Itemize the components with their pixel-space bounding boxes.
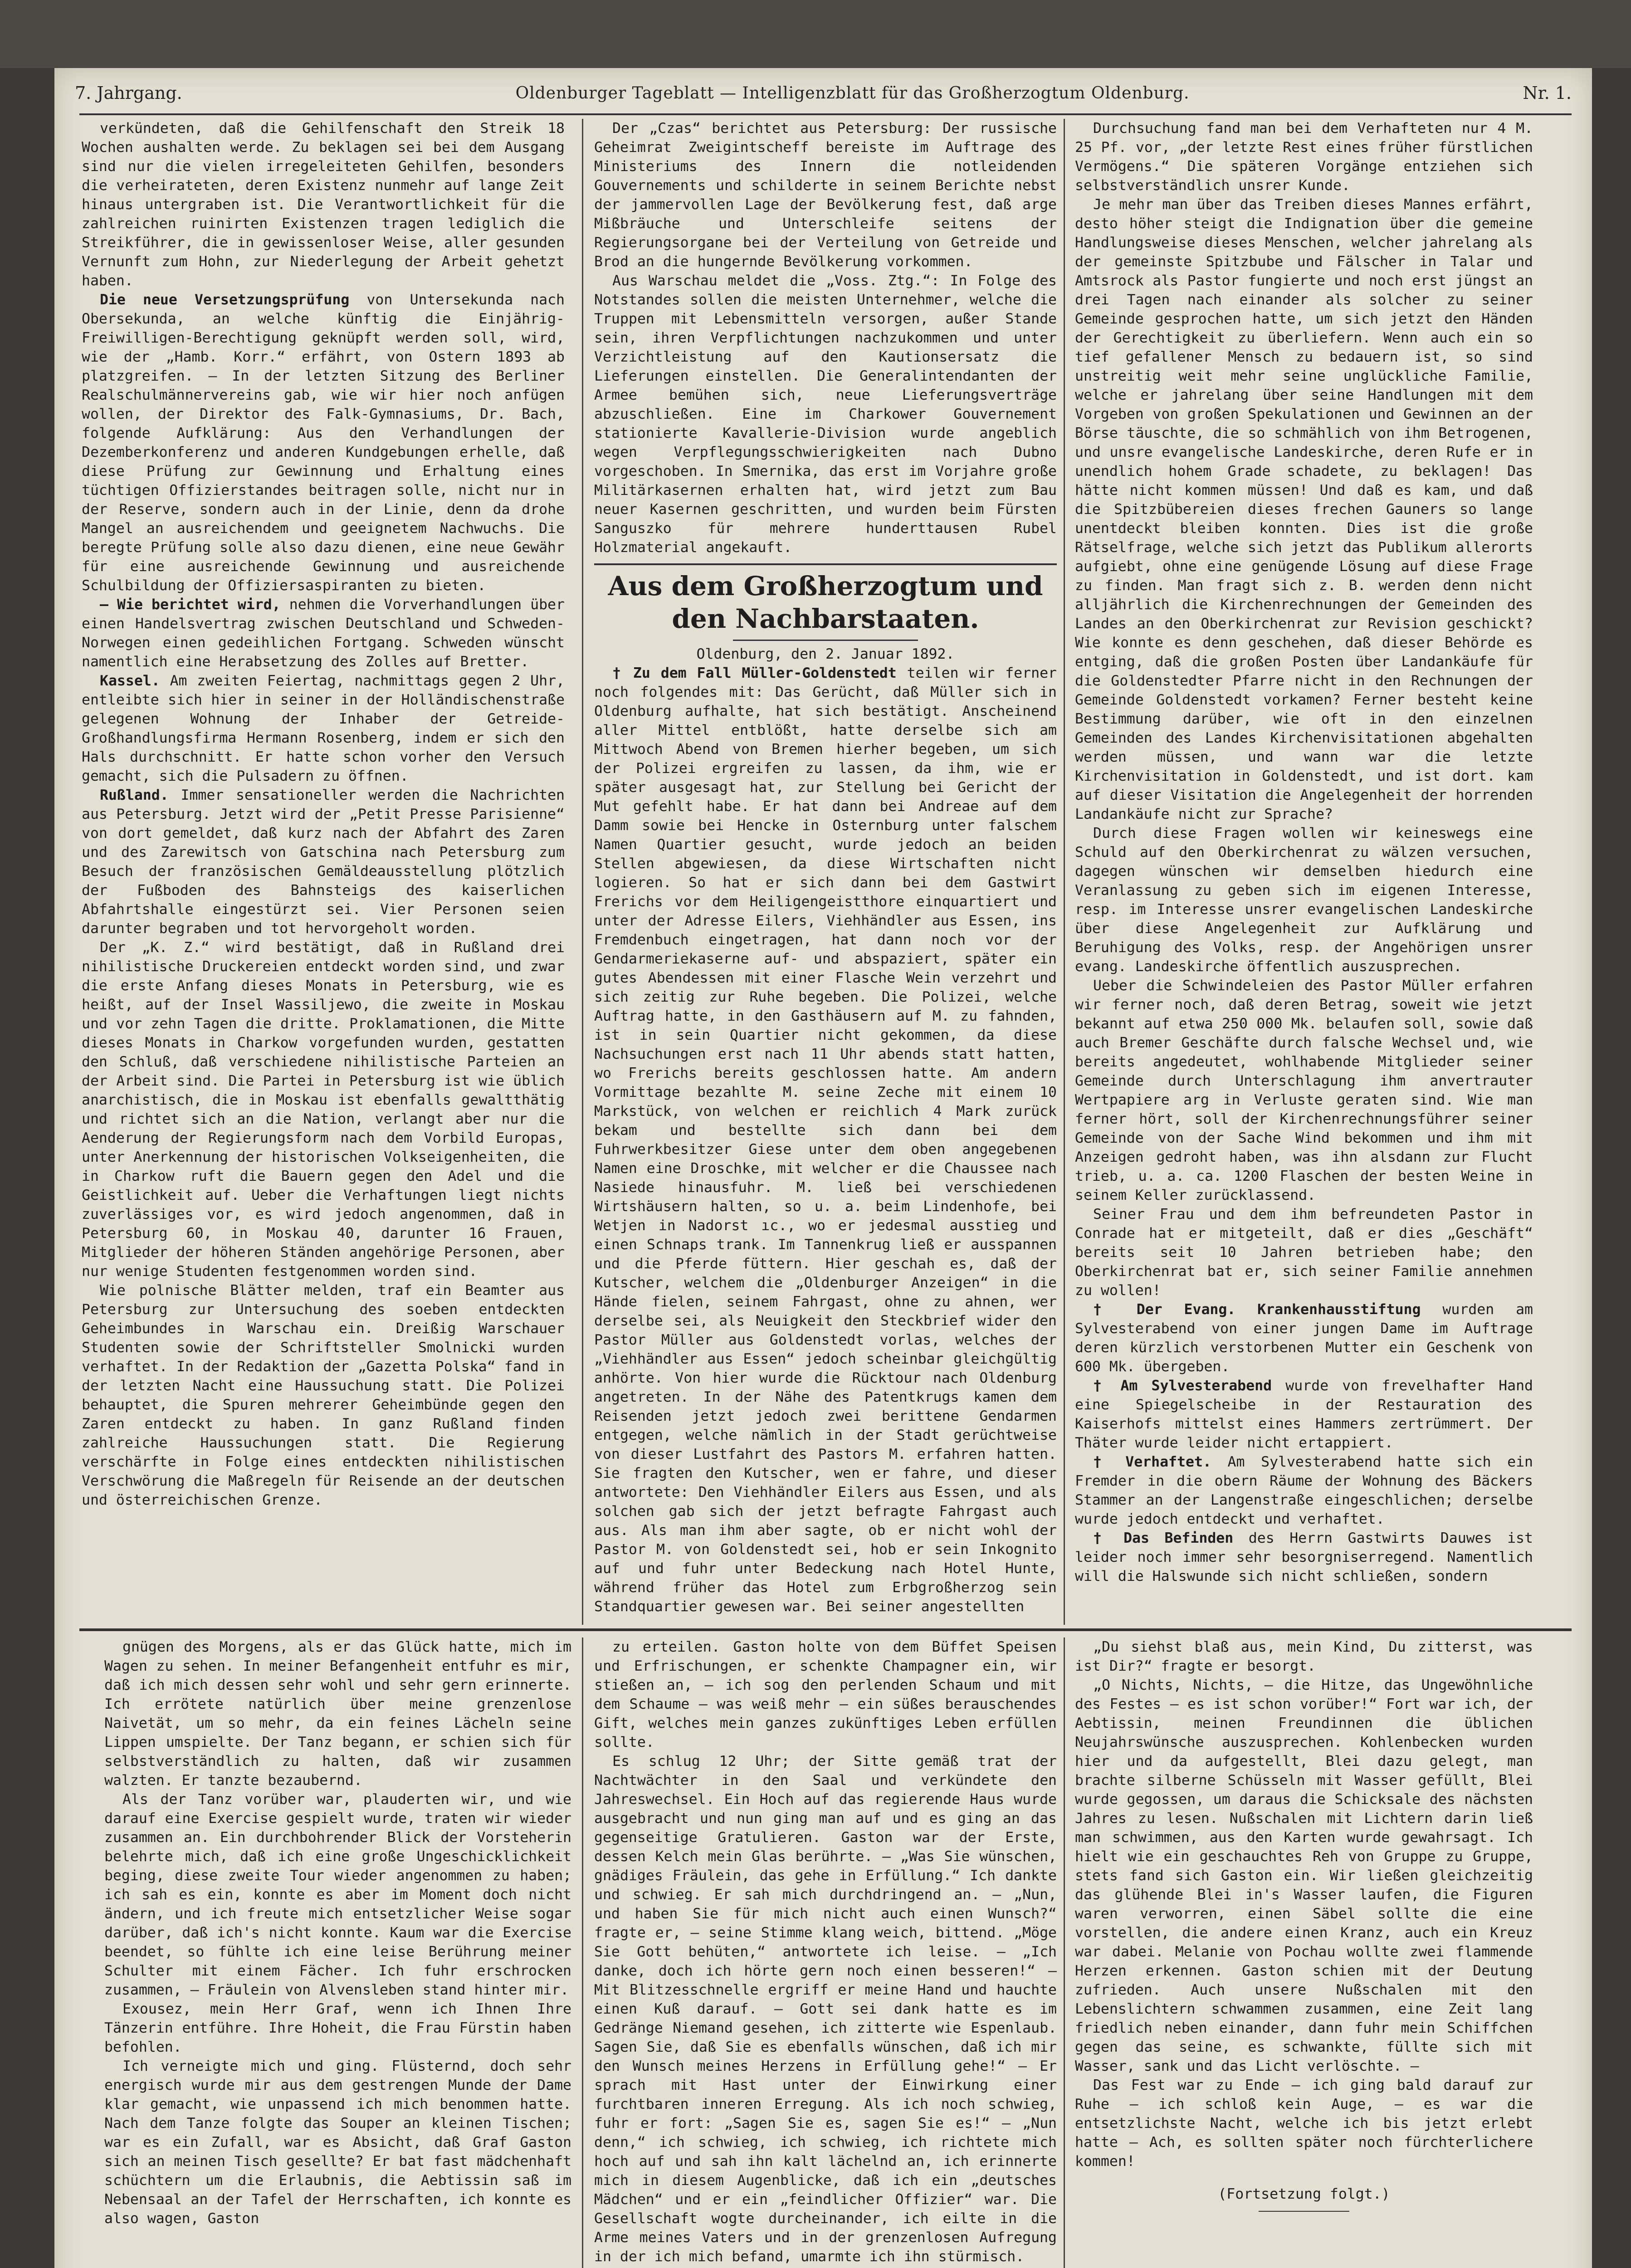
article-paragraph	[82, 290, 565, 595]
article-headline: Die neue Versetzungsprüfung	[100, 292, 350, 308]
article-text: Immer sensationeller werden die Nachrichten aus Petersburg. Jetzt wird der „Petit Presse Parisienne“ von dort gemeldet, daß kurz nach der Abfahrt des Zaren und des Zarewitsch von Gatschina nach Petersburg zum Besuch der französischen Gemäldeausstellung plötzlich der Fußboden des Bahnsteigs des kaiserlichen Abfahrtshalle eingestürzt sei. Vier Personen seien darunter begraben und tot hervorgeholt worden.	[82, 787, 565, 937]
feuilleton-paragraph: Exousez, mein Herr Graf, wenn ich Ihnen Ihre Tänzerin entführe. Ihre Hoheit, die Frau Fürstin haben befohlen.	[104, 2001, 571, 2055]
article-headline: † Der Evang. Krankenhausstiftung	[1093, 1301, 1421, 1318]
article-paragraph	[1075, 119, 1533, 195]
article-paragraph	[1075, 1452, 1533, 1529]
article-paragraph	[594, 271, 1057, 557]
page-header	[75, 79, 1572, 107]
feuilleton-paragraph: „O Nichts, Nichts, — die Hitze, das Ungewöhnliche des Festes — es ist schon vorüber!“ Fort war ich, der Aebtissin, meinen Freundinnen die üblichen Neujahrswünsche auszusprechen. Kohlenbecken wurden hier und da aufgestellt, Blei dazu gelegt, man brachte silberne Schüsseln mit Wasser gefüllt, Blei wurde gegossen, um daraus die Schicksale des nächsten Jahres zu lesen. Nußschalen mit Lichtern darin ließ man schwimmen, aus den Karten wurde gewahrsagt. Ich hielt wie ein geschauchtes Reh von Gruppe zu Gruppe, stets fand sich Gaston ein. Wir ließen gleichzeitig das glühende Blei in's Wasser laufen, die Figuren waren verworren, einen Säbel sollte die eine vorstellen, die andere einen Kranz, auch ein Kreuz war dabei. Melanie von Pochau wollte zwei flammende Herzen erkennen. Gaston schien mit der Deutung zufrieden. Auch unsere Nußschalen mit den Lebenslichtern schwammen zusammen, eine Zeit lang friedlich neben einander, dann fuhr mein Schiffchen gegen das seine, es schwankte, füllte sich mit Wasser, sank und das Licht verlöschte. —	[1075, 1677, 1533, 2074]
end-rule	[1259, 2211, 1349, 2212]
article-headline: Kassel.	[100, 673, 160, 689]
section-rule-top	[594, 563, 1057, 565]
column-divider-2	[1064, 119, 1065, 1625]
article-paragraph	[1075, 1376, 1533, 1452]
article-headline: † Am Sylvesterabend	[1093, 1378, 1272, 1394]
feuilleton-paragraph: Es schlug 12 Uhr; der Sitte gemäß trat der Nachtwächter in den Saal und verkündete den Jahreswechsel. Ein Hoch auf das regierende Haus wurde ausgebracht und nun ging man auf und es ging an das gegenseitige Gratulieren. Gaston war der Erste, dessen Kelch mein Glas berührte. — „Was Sie wünschen, gnädiges Fräulein, das gehe in Erfüllung.“ Ich dankte und schwieg. Er sah mich durchdringend an. — „Nun, und haben Sie für mich nicht auch einen Wunsch?“ fragte er, — seine Stimme klang weich, bittend. „Möge Sie Gott behüten,“ antwortete ich leise. — „Ich danke, doch ich hörte gern noch einen besseren!“ — Mit Blitzesschnelle ergriff er meine Hand und hauchte einen Kuß darauf. — Gott sei dank hatte es im Gedränge Niemand gesehen, ich zitterte wie Espenlaub. Sagen Sie, daß Sie es ebenfalls wünschen, daß ich mir den Wunsch meines Herzens in Erfüllung gehe!“ — Er sprach mit Hast unter der Einwirkung einer furchtbaren inneren Erregung. Als ich noch schwieg, fuhr er fort: „Sagen Sie es, sagen Sie es!“ — „Nun denn,“ ich schwieg, ich schwieg, ich richtete mich hoch auf und sah ihn kalt lächelnd an, ich erinnerte mich in diesem Augenblicke, daß ich ein „deutsches Mädchen“ und er ein „feindlicher Offizier“ war. Die Gesellschaft wogte durcheinander, ich eilte in die Arme meines Vaters und in der grenzenlosen Aufregung in der ich mich befand, umarmte ich ihn stürmisch.	[594, 1753, 1057, 2265]
article-paragraph	[594, 119, 1057, 271]
feuilleton-column-3	[1075, 1637, 1533, 2268]
article-text: verkündeten, daß die Gehilfenschaft den Streik 18 Wochen aushalten werde. Zu beklagen sei bei dem Ausgang sind nur die vielen irregeleiteten Gehilfen, besonders die verheirateten, deren Existenz nunmehr auf lange Zeit hinaus untergraben ist. Die Verantwortlichkeit für die zahlreichen ruinirten Existenzen tragen lediglich die Streikführer, die in gewissenloser Weise, aller gesunden Vernunft zum Hohn, zur Niederlegung der Arbeit gehetzt haben.	[82, 120, 565, 289]
article-text: Seiner Frau und dem ihm befreundeten Pastor in Conrade hat er mitgeteilt, daß er dies „Geschäft“ bereits seit 10 Jahren betrieben habe; den Oberkirchenrat bat er, sich seiner Familie annehmen zu wollen!	[1075, 1206, 1533, 1299]
section-title: Aus dem Großherzogtum und den Nachbarstaaten.	[608, 571, 1043, 634]
article-text: nehmen die Vorverhandlungen über einen Handelsvertrag zwischen Deutschland und Schweden-Norwegen einen gedeihlichen Fortgang. Schweden wünscht namentlich eine Herabsetzung des Zolles auf Bretter.	[82, 596, 565, 670]
article-paragraph	[1075, 824, 1533, 976]
continued-note: (Fortsetzung folgt.)	[1218, 2186, 1390, 2202]
article-paragraph	[1075, 1529, 1533, 1586]
article-text: Wie polnische Blätter melden, traf ein Beamter aus Petersburg zur Untersuchung des soeben entdeckten Geheimbundes in Warschau ein. Dreißig Warschauer Studenten sowie der Schriftsteller Smolnicki wurden verhaftet. In der Redaktion der „Gazetta Polska“ fand in der letzten Nacht eine Haussuchung statt. Die Polizei behauptet, die Spuren mehrerer Geheimbünde gegen den Zaren entdeckt zu haben. In ganz Rußland finden zahlreiche Haussuchungen statt. Die Regierung verschärfte in Folge eines entdeckten nihilistischen Verschwörung die Maßregeln für Reisende an der deutschen und österreichischen Grenze.	[82, 1282, 565, 1508]
section-rule-bottom	[733, 640, 918, 641]
column-3	[1075, 119, 1533, 1625]
issue-number: Nr. 1.	[1523, 83, 1572, 103]
feuilleton-rule	[79, 1628, 1572, 1631]
column-divider-1	[582, 119, 583, 1625]
article-headline: † Das Befinden	[1093, 1530, 1234, 1546]
article-text: Durchsuchung fand man bei dem Verhafteten nur 4 M. 25 Pf. vor, „der letzte Rest eines früher fürstlichen Vermögens.“ Die späteren Vorgänge entziehen sich selbstverständlich unsrer Kunde.	[1075, 120, 1533, 194]
article-headline: † Verhaftet.	[1093, 1454, 1211, 1470]
article-text: Ueber die Schwindeleien des Pastor Müller erfahren wir ferner noch, daß deren Betrag, soweit wie jetzt bekannt auf etwa 250 000 Mk. belaufen soll, sowie daß auch Bremer Geschäfte durch falsche Wechsel und, wie bereits angedeutet, wohlhabende Mitglieder seiner Gemeinde durch Unterschlagung ihm anvertrauter Wertpapiere arg in Verluste geraten sind. Wie man ferner hört, soll der Kirchenrechnungsführer seiner Gemeinde von der Sache Wind bekommen und ihm mit Anzeigen gedroht haben, was ihn alsdann zur Flucht trieb, u. a. ca. 1200 Flaschen der besten Weine in seinem Keller zurücklassend.	[1075, 978, 1533, 1203]
article-paragraph	[1075, 1205, 1533, 1300]
article-text: Aus Warschau meldet die „Voss. Ztg.“: In Folge des Notstandes sollen die meisten Unternehmer, welche die Truppen mit Lebensmitteln versorgen, außer Stande sein, ihren Verpflichtungen nachzukommen und unter Verzichtleistung auf den Kautionsersatz die Lieferungen einstellen. Die Generalintendanten der Armee bemühen sich, neue Lieferungsverträge abzuschließen. Eine im Charkower Gouvernement stationierte Kavallerie-Division wurde angeblich wegen Verpflegungsschwierigkeiten nach Dubno vorgeschoben. In Smernika, das erst im Vorjahre große Militärkasernen erhalten hat, wird jetzt zum Bau neuer Kasernen geschritten, und wurden beim Fürsten Sanguszko für mehrere hunderttausen Rubel Holzmaterial angekauft.	[594, 273, 1057, 556]
article-text: Der „Czas“ berichtet aus Petersburg: Der russische Geheimrat Zweigintscheff bereiste im Auftrage des Ministeriums des Innern die notleidenden Gouvernements und schilderte in seinem Berichte nebst der jammervollen Lage der Bevölkerung fest, daß arge Mißbräuche und Unterschleife seitens der Regierungsorgane bei der Verteilung von Getreide und Brod an die hungernde Bevölkerung vorkommen.	[594, 120, 1057, 270]
article-text: wurde von frevelhafter Hand eine Spiegelscheibe in der Restauration des Kaiserhofs mittelst eines Hammers zertrümmert. Der Thäter wurde leider nicht ertappiert.	[1075, 1378, 1533, 1451]
article-paragraph	[82, 671, 565, 786]
feuilleton-paragraph: gnügen des Morgens, als er das Glück hatte, mich im Wagen zu sehen. In meiner Befangenheit entfuhr es mir, daß ich mich dessen sehr wohl und sehr gern erinnerte. Ich errötete natürlich über meine grenzenlose Naivetät, um so mehr, da ein feines Lächeln seine Lippen umspielte. Der Tanz begann, er schien sich für selbstverständlich zu halten, daß wir zusammen walzten. Er tanzte bezaubernd.	[104, 1639, 571, 1789]
article-text: Am zweiten Feiertag, nachmittags gegen 2 Uhr, entleibte sich hier in seiner in der Holländischenstraße gelegenen Wohnung der Inhaber der Getreide-Großhandlungsfirma Hermann Rosenberg, indem er sich den Hals durchschnitt. Er hatte schon vorher den Versuch gemacht, sich die Pulsadern zu öffnen.	[82, 673, 565, 784]
feuilleton-paragraph: zu erteilen. Gaston holte von dem Büffet Speisen und Erfrischungen, er schenkte Champagner ein, wir stießen an, — ich sog den perlenden Schaum und mit dem Schaume — was weiß mehr — ein süßes berauschendes Gift, welches mein ganzes zukünftiges Leben erfüllen sollte.	[594, 1639, 1057, 1750]
article-paragraph	[594, 664, 1057, 1616]
article-text: Durch diese Fragen wollen wir keineswegs eine Schuld auf den Oberkirchenrat zu wälzen versuchen, dagegen wünschen wir demselben hiedurch eine Veranlassung zu geben sich im eigenen Interesse, resp. im Interesse unsrer evangelischen Landeskirche über diese Angelegenheit zur Aufklärung und Beruhigung des Volks, resp. der Angehörigen unsrer evang. Landeskirche öffentlich auszusprechen.	[1075, 825, 1533, 975]
article-text: von Untersekunda nach Obersekunda, an welche künftig die Einjährig-Freiwilligen-Berechtigung geknüpft werden soll, wird, wie der „Hamb. Korr.“ erfährt, von Ostern 1893 ab platzgreifen. — In der letzten Sitzung des Berliner Realschulmännervereins gab, wie wir hier noch anfügen wollen, der Direktor des Falk-Gymnasiums, Dr. Bach, folgende Aufklärung: Aus den Verhandlungen der Dezemberkonferenz und anderen Kundgebungen erhelle, daß diese Prüfung zur Gewinnung und Erhaltung eines tüchtigen Offizierstandes beitragen solle, nicht nur in der Reserve, sondern auch in der Linie, denn da drohe Mangel an ausreichendem und geeignetem Nachwuchs. Die beregte Prüfung solle also dazu dienen, eine neue Gewähr für eine ausreichende Gewinnung und ausreichende Schulbildung der Offiziersaspiranten zu bieten.	[82, 292, 565, 594]
dateline: Oldenburg, den 2. Januar 1892.	[696, 646, 955, 662]
article-text: Der „K. Z.“ wird bestätigt, daß in Rußland drei nihilistische Druckereien entdeckt worden sind, und zwar die erste Anfang dieses Monats in Petersburg, wie es heißt, auf der Insel Wassiljewo, die zweite in Moskau und vor zehn Tagen die dritte. Proklamationen, die Mitte dieses Monats in Charkow vorgefunden wurden, gestatten den Schluß, daß verschiedene nihilistische Parteien an der Arbeit sind. Die Partei in Petersburg ist wie üblich anarchistisch, die in Moskau ist ebenfalls gewaltthätig und richtet sich an die Nation, verlangt aber nur die Aenderung der Regierungsform nach dem Vorbild Europas, unter Anerkennung der historischen Volkseigenheiten, die in Charkow ruft die Bauern gegen den Adel und die Geistlichkeit auf. Ueber die Verhaftungen liegt nichts zuverlässiges vor, es wird jedoch angenommen, daß in Petersburg 60, in Moskau 40, darunter 16 Frauen, Mitglieder der höheren Ständen angehörige Personen, aber nur wenige Studenten festgenommen worden sind.	[82, 939, 565, 1280]
column-1	[82, 119, 565, 1625]
header-rule	[79, 113, 1572, 115]
feuilleton-paragraph: Das Fest war zu Ende — ich ging bald darauf zur Ruhe — ich schloß kein Auge, — es war die entsetzlichste Nacht, welche ich bis jetzt erlebt hatte — Ach, es sollten später noch fürchterlichere kommen!	[1075, 2077, 1533, 2170]
column-2	[594, 119, 1057, 1625]
article-headline: — Wie berichtet wird,	[100, 596, 281, 613]
article-text: des Herrn Gastwirts Dauwes ist leider noch immer sehr besorgniserregend. Namentlich will die Halswunde sich nicht schließen, sondern	[1075, 1530, 1533, 1584]
feuilleton-paragraph: „Du siehst blaß aus, mein Kind, Du zitterst, was ist Dir?“ fragte er besorgt.	[1075, 1639, 1533, 1674]
volume-label: 7. Jahrgang.	[75, 83, 182, 103]
article-paragraph	[1075, 195, 1533, 824]
feuilleton-divider-1	[582, 1637, 583, 2268]
article-paragraph	[82, 1281, 565, 1510]
article-paragraph	[82, 119, 565, 290]
scan-border-top	[0, 0, 1631, 68]
masthead-title: Oldenburger Tageblatt — Intelligenzblatt für das Großherzogtum Oldenburg.	[515, 83, 1190, 103]
article-paragraph	[82, 938, 565, 1281]
article-headline: Rußland.	[100, 787, 169, 803]
feuilleton-paragraph: Ich verneigte mich und ging. Flüsternd, doch sehr energisch wurde mir aus dem gestrengen Munde der Dame klar gemacht, wie unpassend ich mich benommen hatte. Nach dem Tanze folgte das Souper an kleinen Tischen; war es ein Zufall, war es Absicht, daß Graf Gaston sich an meinen Tisch gesellte? Er bat fast mädchenhaft schüchtern um die Erlaubnis, die Aebtissin saß im Nebensaal an der Tafel der Herrschaften, ich konnte es also wagen, Gaston	[104, 2058, 571, 2227]
article-text: teilen wir ferner noch folgendes mit: Das Gerücht, daß Müller sich in Oldenburg aufhalte, hat sich bestätigt. Anscheinend aller Mittel entblößt, hatte derselbe sich am Mittwoch Abend von Bremen hierher begeben, um sich der Polizei ergreifen zu lassen, da ihm, wie er später ausgesagt hat, zur Stellung bei Gericht der Mut gefehlt habe. Er hat dann bei Andreae auf dem Damm sowie bei Hencke in Osternburg unter falschem Namen Quartier gesucht, wurde jedoch an beiden Stellen abgewiesen, da diese Wirtschaften nicht logieren. So hat er sich dann bei dem Gastwirt Frerichs vor dem Heiligengeistthore einquartiert und unter der Adresse Eilers, Viehhändler aus Essen, ins Fremdenbuch eingetragen, hat dann noch vor der Gendarmeriekaserne auf- und abspaziert, später ein gutes Abendessen mit einer Flasche Wein verzehrt und sich zeitig zur Ruhe begeben. Die Polizei, welche Auftrag hatte, in den Gasthäusern auf M. zu fahnden, ist in sein Quartier nicht gekommen, da diese Nachsuchungen erst nach 11 Uhr abends statt hatten, wo Frerichs bereits geschlossen hatte. Am andern Vormittage bezahlte M. seine Zeche mit einem 10 Markstück, von welchen er reichlich 4 Mark zurück bekam und bestellte sich dann bei dem Fuhrwerkbesitzer Giese unter dem oben angegebenen Namen eine Droschke, mit welcher er die Chaussee nach Nasiede hinausfuhr. M. ließ bei verschiedenen Wirtshäusern halten, so u. a. beim Lindenhofe, bei Wetjen in Nadorst ıc., wo er jedesmal ausstieg und einen Schnaps trank. Im Tannenkrug ließ er ausspannen und die Pferde füttern. Hier geschah es, daß der Kutscher, welchem die „Oldenburger Anzeigen“ in die Hände fielen, seinem Fahrgast, ohne zu ahnen, wer derselbe sei, als Neuigkeit den Steckbrief wider den Pastor Müller aus Goldenstedt vorlas, welches der „Viehhändler aus Essen“ jedoch scheinbar gleichgültig anhörte. Von hier wurde die Rücktour nach Oldenburg angetreten. In der Nähe des Patentkrugs kamen dem Reisenden jetzt jedoch zwei berittene Gendarmen entgegen, welche nämlich in der Stadt gerüchtweise von dieser Lustfahrt des Pastors M. erfahren hatten. Sie fragten den Kutscher, wen er fahre, und dieser antwortete: Den Viehhändler Eilers aus Essen, und als solchen gab sich der jetzt befragte Fahrgast auch aus. Als man ihm aber sagte, ob er nicht wohl der Pastor M. von Goldenstedt sei, hob er sein Inkognito auf und fuhr unter Bedeckung nach Hotel Hunte, während früher das Hotel zum Erbgroßherzog sein Standquartier gewesen war. Bei seiner angestellten	[594, 665, 1057, 1615]
article-text: wurden am Sylvesterabend von einer jungen Dame im Auftrage deren kürzlich verstorbenen Mutter ein Geschenk von 600 Mk. übergeben.	[1075, 1301, 1533, 1375]
feuilleton-paragraph: Als der Tanz vorüber war, plauderten wir, und wie darauf eine Exercise gespielt wurde, traten wir wieder zusammen an. Ein durchbohrender Blick der Vorsteherin belehrte mich, daß ich eine große Ungeschicklichkeit beging, diese zweite Tour wieder angenommen zu haben; ich sah es ein, konnte es aber im Moment doch nicht ändern, und ich freute mich entsetzlicher Weise sogar darüber, daß ich's nicht konnte. Kaum war die Exercise beendet, so fühlte ich eine leise Berührung meiner Schulter mit einem Fächer. Ich fuhr erschrocken zusammen, — Fräulein von Alvensleben stand hinter mir.	[104, 1791, 571, 1998]
article-paragraph	[82, 595, 565, 671]
article-headline: † Zu dem Fall Müller-Goldenstedt	[612, 665, 897, 681]
feuilleton-divider-2	[1064, 1637, 1065, 2268]
feuilleton-column-2	[594, 1637, 1057, 2268]
article-text: Am Sylvesterabend hatte sich ein Fremder in die obern Räume der Wohnung des Bäckers Stammer an der Langenstraße eingeschlichen; derselbe wurde jedoch entdeckt und verhaftet.	[1075, 1454, 1533, 1527]
article-paragraph	[82, 786, 565, 938]
article-paragraph	[1075, 1300, 1533, 1376]
article-paragraph	[1075, 976, 1533, 1205]
article-text: Je mehr man über das Treiben dieses Mannes erfährt, desto höher steigt die Indignation über die gemeine Handlungsweise dieses Menschen, welcher jahrelang als der gemeinste Spitzbube und Fälscher in Talar und Amtsrock als Pastor fungierte und noch erst jüngst an drei Tagen nach einander als solcher zu seiner Gemeinde gesprochen hatte, um sich jetzt den Händen der Gerechtigkeit zu überliefern. Wenn auch ein so tief gefallener Mensch zu bedauern ist, so sind unstreitig weit mehr seine unglückliche Familie, welche er jahrelang über seine Handlungen mit dem Vorgeben von großen Spekulationen und Gewinnen an der Börse täuschte, die so schmählich von ihm Betrogenen, und unsre evangelische Landeskirche, deren Rufe er in unendlich hohem Grade schadete, zu beklagen! Das hätte nicht kommen müssen! Und daß es kam, und daß die Spitzbübereien dieses frechen Gauners so lange unentdeckt bleiben konnten. Dies ist die große Rätselfrage, welche sich jetzt das Publikum allerorts aufgiebt, ohne eine genügende Lösung auf diese Frage zu finden. Man fragt sich z. B. werden denn nicht alljährlich die Kirchenrechnungen der Gemeinden des Landes an den Oberkirchenrat zur Revision geschickt? Wie konnte es denn geschehen, daß dieser Behörde es entging, daß die großen Posten über Landankäufe für die Goldenstedter Pfarre nicht in den Rechnungen der Gemeinde Goldenstedt vorkamen? Ferner besteht keine Bestimmung darüber, wie oft in den einzelnen Gemeinden des Landes Kirchenvisitationen abgehalten werden müssen, und wann war die letzte Kirchenvisitation in Goldenstedt, und ist dort. kam auf dieser Visitation die Angelegenheit der horrenden Landankäufe nicht zur Sprache?	[1075, 196, 1533, 822]
feuilleton-column-1	[104, 1637, 571, 2268]
